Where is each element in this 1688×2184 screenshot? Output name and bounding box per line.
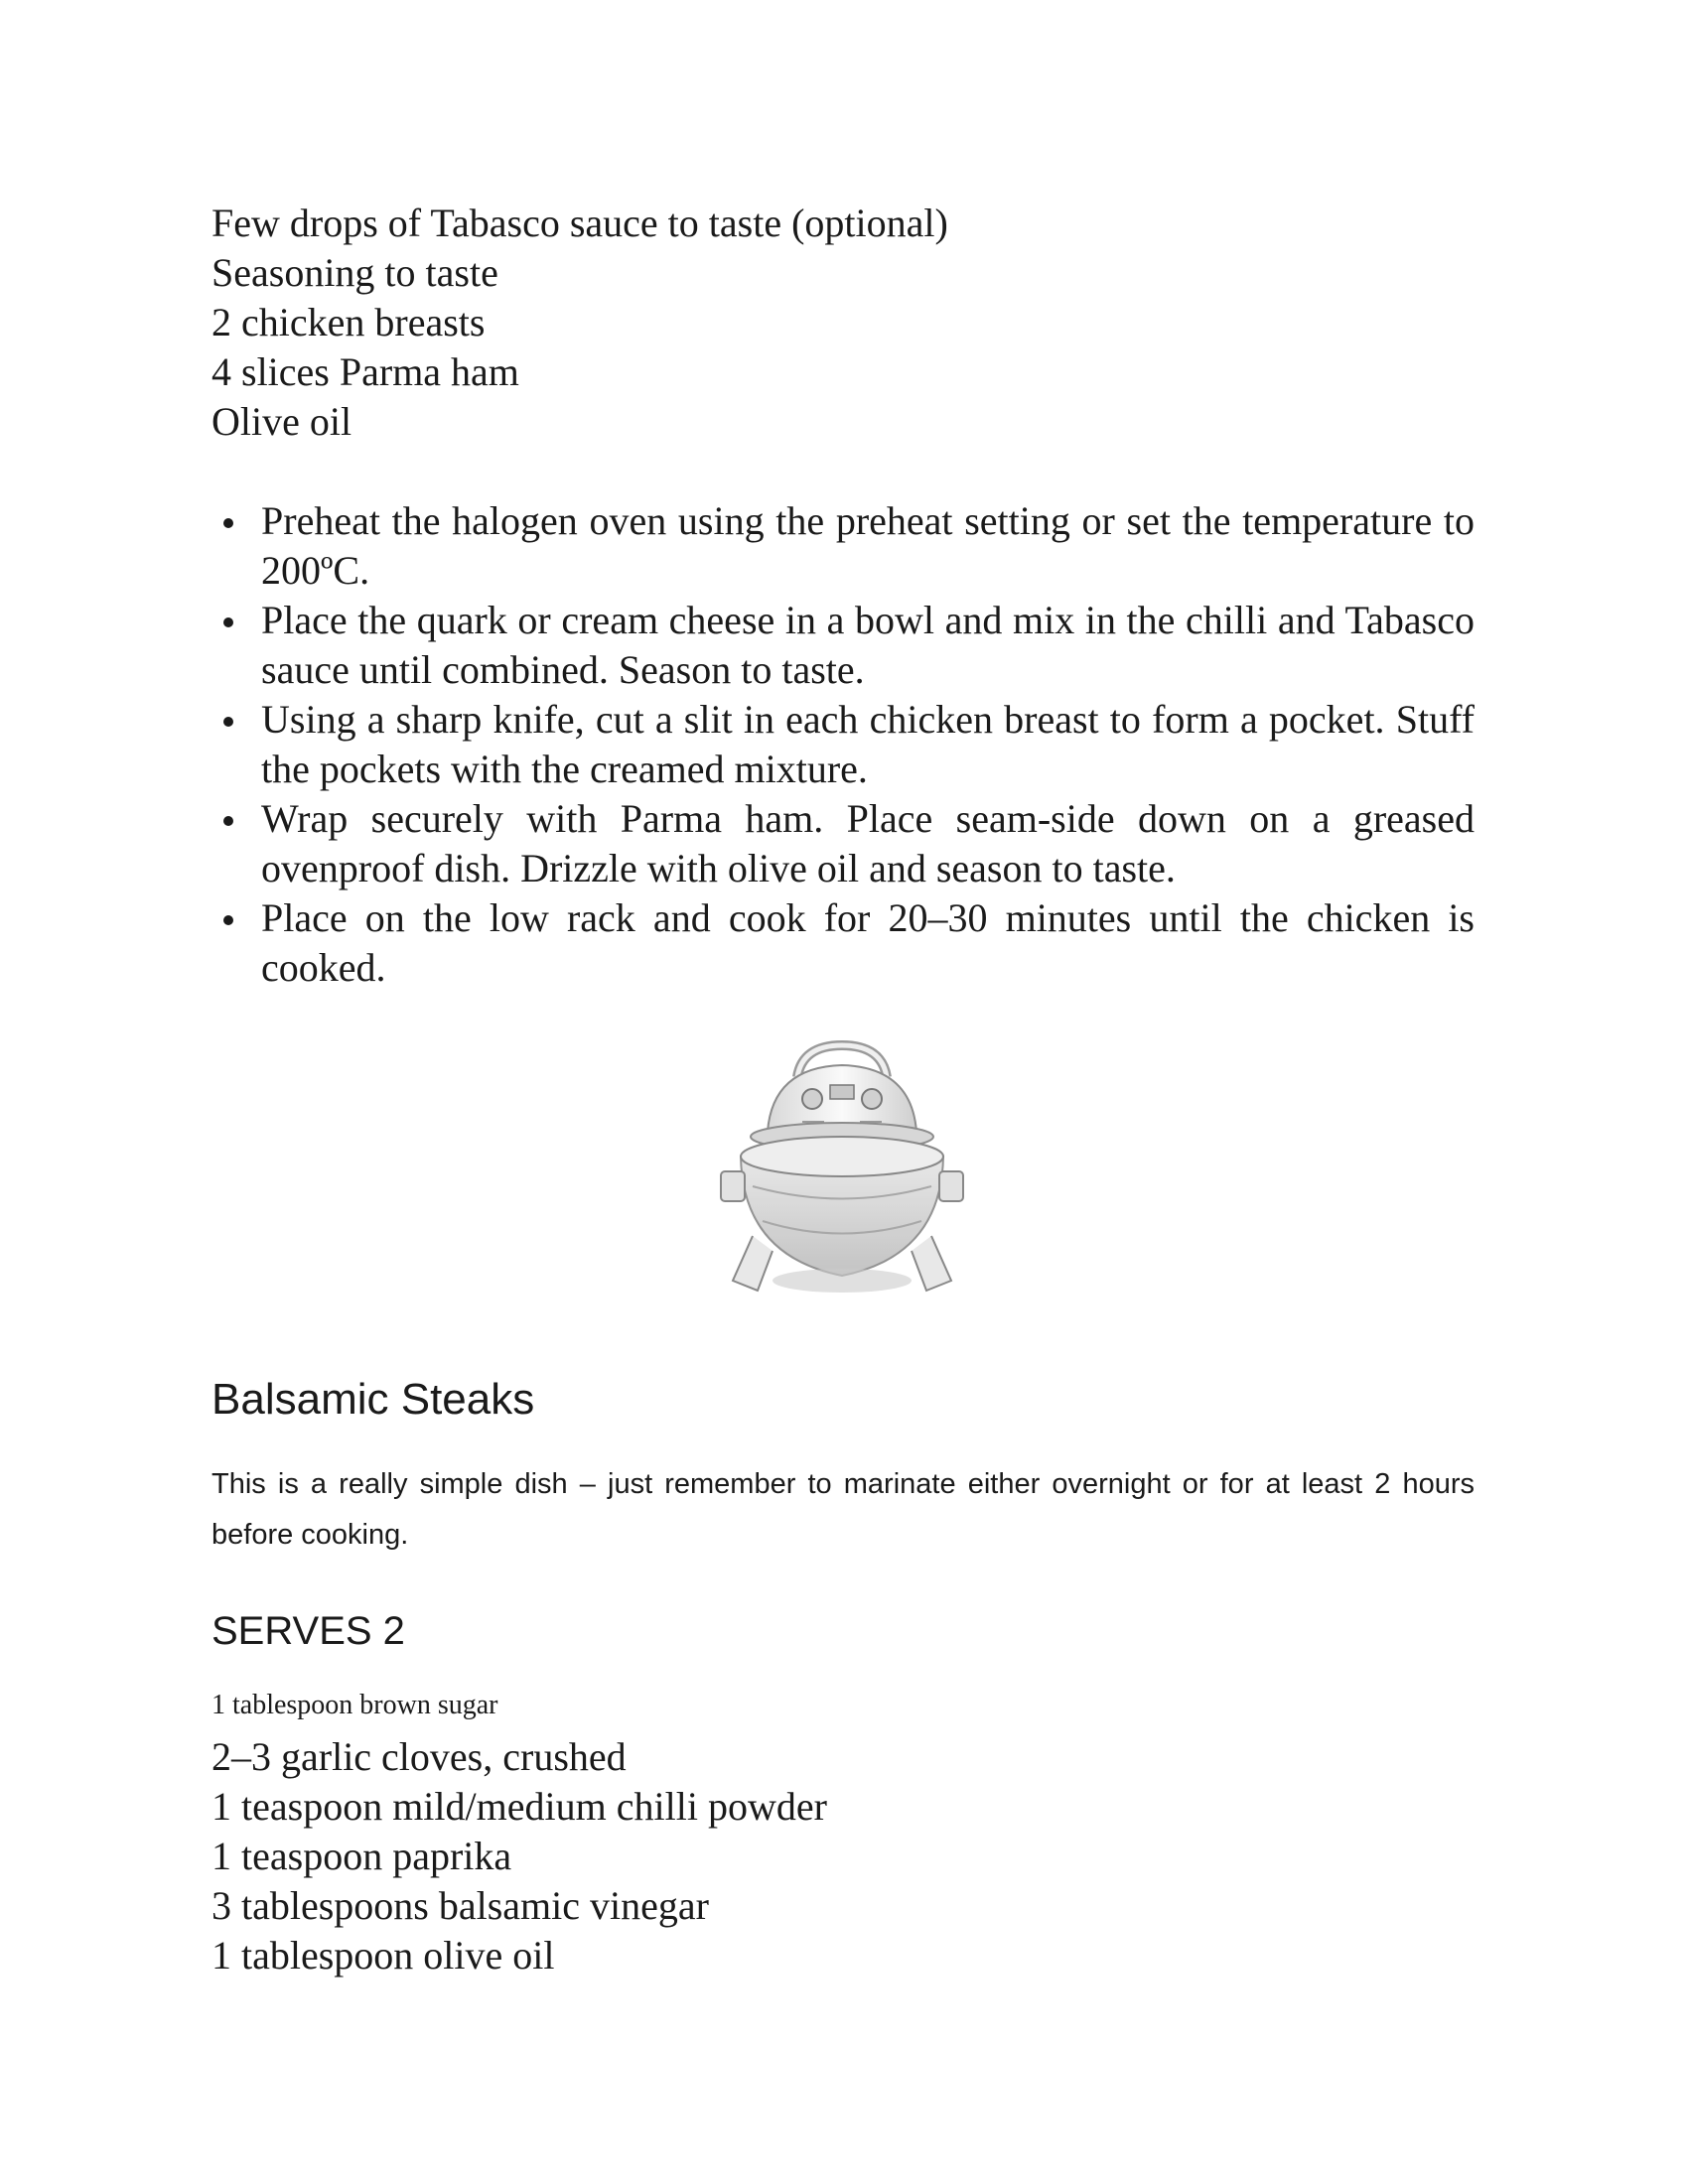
ingredient-line: 1 tablespoon olive oil [211, 1933, 555, 1978]
ingredient-line: 2–3 garlic cloves, crushed [211, 1734, 627, 1779]
method-step: Place the quark or cream cheese in a bowl and mix in the chilli and Tabasco sauce until combined. Season to taste. [211, 596, 1475, 695]
method-step: Place on the low rack and cook for 20–30 minutes until the chicken is cooked. [211, 893, 1475, 993]
serves-heading: SERVES 2 [211, 1609, 405, 1653]
ingredient-line: 1 tablespoon brown sugar [211, 1690, 498, 1720]
ingredient-line: Seasoning to taste [211, 250, 498, 295]
ingredients-list [211, 1732, 827, 1980]
method-step: Wrap securely with Parma ham. Place seam-side down on a greased ovenproof dish. Drizzle with olive oil and season to taste. [211, 794, 1475, 893]
method-step: Using a sharp knife, cut a slit in each chicken breast to form a pocket. Stuff the pockets with the creamed mixture. [211, 695, 1475, 794]
recipe-title: Balsamic Steaks [211, 1375, 535, 1424]
method-step: Preheat the halogen oven using the preheat setting or set the temperature to 200ºC. [211, 496, 1475, 596]
ingredient-line: 3 tablespoons balsamic vinegar [211, 1883, 709, 1928]
ingredient-line: 1 teaspoon paprika [211, 1834, 512, 1878]
ingredient-line: Olive oil [211, 399, 352, 444]
ingredient-line: 1 teaspoon mild/medium chilli powder [211, 1784, 827, 1829]
halogen-oven-icon [713, 1037, 971, 1305]
ingredient-line: Few drops of Tabasco sauce to taste (optional) [211, 201, 948, 245]
method-steps-list [211, 496, 1475, 993]
ingredient-line: 2 chicken breasts [211, 300, 486, 344]
recipe-intro: This is a really simple dish – just remember to marinate either overnight or for at least 2 hours before cooking. [211, 1468, 1475, 1551]
ingredients-list-continued [211, 199, 948, 447]
ingredient-line: 4 slices Parma ham [211, 349, 519, 394]
